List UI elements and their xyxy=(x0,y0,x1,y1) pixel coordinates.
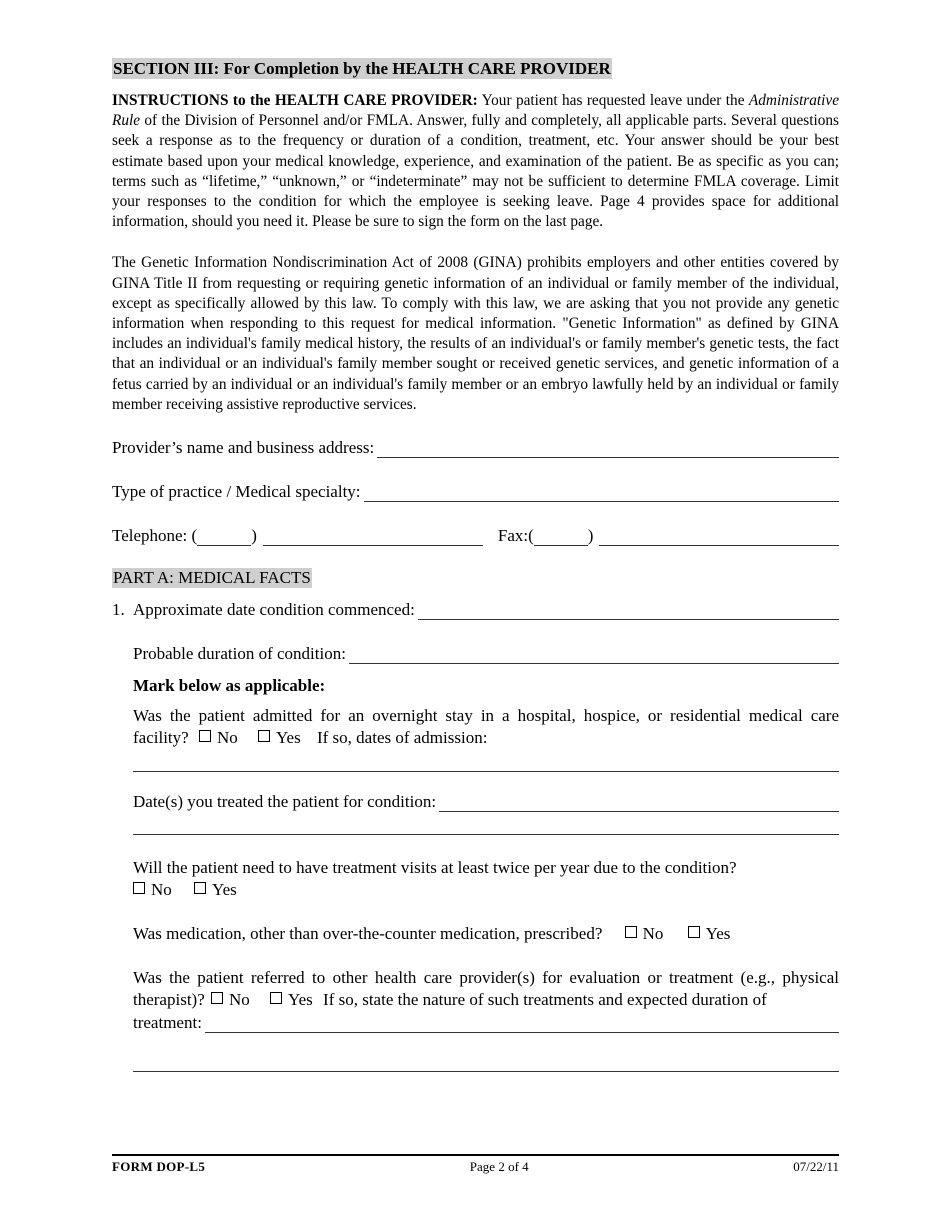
provider-name-row xyxy=(112,436,839,458)
referred-question-text: Was the patient referred to other health care provider(s) for evaluation or treatment (e.g., physical therapist)? xyxy=(133,968,839,1010)
admit-tail: If so, dates of admission: xyxy=(316,728,488,748)
q1-number: 1. xyxy=(112,600,125,620)
treatment-line-2[interactable] xyxy=(133,1071,839,1072)
referred-no-checkbox[interactable] xyxy=(211,992,223,1004)
instructions-italic: Administrative Rule xyxy=(112,92,839,130)
mark-heading: Mark below as applicable: xyxy=(133,676,326,696)
medication-yes-label: Yes xyxy=(705,924,731,944)
instructions-lead: INSTRUCTIONS to the HEALTH CARE PROVIDER: xyxy=(112,92,478,109)
provider-name-field[interactable] xyxy=(377,441,839,458)
duration-label: Probable duration of condition: xyxy=(133,644,346,664)
fax-label: Fax:( xyxy=(497,526,534,546)
medication-question xyxy=(133,923,839,945)
duration-field[interactable] xyxy=(349,647,839,664)
q1-row xyxy=(112,598,839,620)
phone-label: Telephone: ( xyxy=(112,526,198,546)
admit-yes-label: Yes xyxy=(275,728,301,748)
fax-number-field[interactable] xyxy=(599,529,839,546)
medication-yes-checkbox[interactable] xyxy=(688,926,700,938)
treatment-row xyxy=(133,1011,839,1033)
footer-page-number: Page 2 of 4 xyxy=(469,1159,529,1174)
treated-row xyxy=(133,790,839,812)
visits-question-text: Will the patient need to have treatment visits at least twice per year due to the condition? xyxy=(133,858,737,878)
footer-date: 07/22/11 xyxy=(793,1159,839,1174)
admit-no-label: No xyxy=(216,728,238,748)
treatment-label: treatment: xyxy=(133,1013,202,1033)
fax-close: ) xyxy=(587,526,594,546)
admit-no-checkbox[interactable] xyxy=(199,730,211,742)
date-commenced-field[interactable] xyxy=(418,603,839,620)
referred-no-label: No xyxy=(229,990,250,1010)
visits-no-label: No xyxy=(151,880,172,900)
medication-question-text: Was medication, other than over-the-counter medication, prescribed? xyxy=(133,924,603,944)
fax-area-code-field[interactable] xyxy=(534,529,588,546)
footer-form-id: FORM DOP-L5 xyxy=(112,1159,206,1174)
treated-dates-field[interactable] xyxy=(439,795,839,812)
visits-question xyxy=(133,857,839,901)
medication-no-label: No xyxy=(642,924,664,944)
admit-question-text: Was the patient admitted for an overnight stay in a hospital, hospice, or residential medical care facility? xyxy=(133,706,839,748)
visits-yes-label: Yes xyxy=(212,880,237,900)
part-a-title: PART A: MEDICAL FACTS xyxy=(113,568,311,588)
phone-area-code-field[interactable] xyxy=(197,529,251,546)
admit-question xyxy=(133,705,839,749)
duration-row xyxy=(133,642,839,664)
provider-name-label: Provider’s name and business address: xyxy=(112,438,375,458)
phone-close: ) xyxy=(251,526,257,546)
treated-dates-line-2[interactable] xyxy=(133,834,839,835)
treated-label: Date(s) you treated the patient for condition: xyxy=(133,792,437,812)
referred-tail: If so, state the nature of such treatments and expected duration of xyxy=(323,990,767,1010)
practice-row xyxy=(112,480,839,502)
visits-yes-checkbox[interactable] xyxy=(194,882,206,894)
admission-dates-field[interactable] xyxy=(133,771,839,772)
referred-question xyxy=(133,967,839,1011)
phone-fax-row xyxy=(112,524,839,546)
form-page xyxy=(112,56,839,1072)
practice-label: Type of practice / Medical specialty: xyxy=(112,482,361,502)
page-footer xyxy=(112,1154,839,1175)
section-title: SECTION III: For Completion by the HEALTH CARE PROVIDER xyxy=(113,59,611,78)
visits-no-checkbox[interactable] xyxy=(133,882,145,894)
admit-yes-checkbox[interactable] xyxy=(258,730,270,742)
treatment-field[interactable] xyxy=(205,1016,839,1033)
q1-label: Approximate date condition commenced: xyxy=(133,600,415,620)
referred-yes-checkbox[interactable] xyxy=(270,992,282,1004)
medication-no-checkbox[interactable] xyxy=(625,926,637,938)
instructions-text-a: Your patient has requested leave under the xyxy=(477,92,749,109)
phone-number-field[interactable] xyxy=(263,529,483,546)
referred-yes-label: Yes xyxy=(288,990,313,1010)
gina-paragraph: The Genetic Information Nondiscrimination Act of 2008 (GINA) prohibits employers and other entities covered by GINA Title II from requesting or requiring genetic information of an individual or family member of the individual, except as specifically allowed by this law. To comply with this law, we are asking that you not provide any genetic information when responding to this request for medical information. "Genetic Information" as defined by GINA includes an individual's family medical history, the results of an individual's or family member's genetic tests, the fact that an individual or an individual's family member sought or received genetic services, and genetic information of a fetus carried by an individual or an individual's family member or an embryo lawfully held by an individual or family member receiving assistive reproductive services. xyxy=(112,254,839,413)
instructions-paragraph xyxy=(112,91,839,232)
instructions-text-b: of the Division of Personnel and/or FMLA. Answer, fully and completely, all applicable parts. Several questions seek a response as to the frequency or duration of a condition, treatment, etc. Your answer should be your best estimate based upon your medical knowledge, experience, and examination of the patient. Be as specific as you can; terms such as “lifetime,” “unknown,” or “indeterminate” may not be sufficient to determine FMLA coverage. Limit your responses to the condition for which the employee is seeking leave. Page 4 provides space for additional information, should you need it. Please be sure to sign the form on the last page. xyxy=(112,112,839,231)
practice-field[interactable] xyxy=(364,485,839,502)
